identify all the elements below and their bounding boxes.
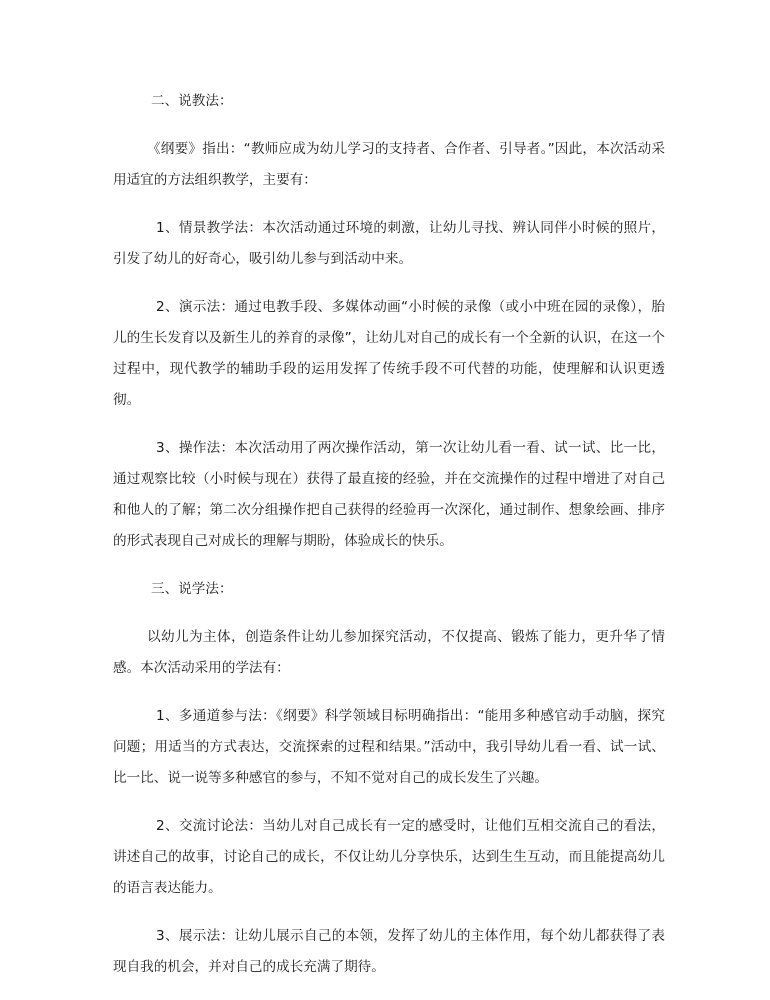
paragraph-method-demonstration: 2、演示法：通过电教手段、多媒体动画“小时候的录像（或小中班在园的录像），胎儿的生长发育以及新生儿的养育的录像”，让幼儿对自己的成长有一个全新的认识，在这一个过程中，现代教学的辅助手段的运用发挥了传统手段不可代替的功能，使理解和认识更透彻。 [113,299,665,408]
document-body [113,86,665,1000]
paragraph-learning-showcase: 3、展示法：让幼儿展示自己的本领，发挥了幼儿的主体作用，每个幼儿都获得了表现自我的机会，并对自己的成长充满了期待。 [113,928,665,975]
section-heading-learning-methods: 三、说学法： [151,581,233,597]
paragraph-learning-intro: 以幼儿为主体，创造条件让幼儿参加探究活动，不仅提高、锻炼了能力，更升华了情感。本次活动采用的学法有： [113,629,665,676]
paragraph-teaching-intro: 《纲要》指出：“教师应成为幼儿学习的支持者、合作者、引导者。”因此，本次活动采用适宜的方法组织教学，主要有： [113,141,665,188]
paragraph-learning-discussion: 2、交流讨论法：当幼儿对自己成长有一定的感受时，让他们互相交流自己的看法，讲述自己的故事，讨论自己的成长，不仅让幼儿分享快乐，达到生生互动，而且能提高幼儿的语言表达能力。 [113,818,665,896]
section-heading-teaching-methods: 二、说教法： [151,93,233,109]
paragraph-method-scenario: 1、情景教学法：本次活动通过环境的刺激，让幼儿寻找、辨认同伴小时候的照片，引发了幼儿的好奇心，吸引幼儿参与到活动中来。 [113,220,665,267]
paragraph-method-operation: 3、操作法：本次活动用了两次操作活动，第一次让幼儿看一看、试一试、比一比，通过观察比较（小时候与现在）获得了最直接的经验，并在交流操作的过程中增进了对自己和他人的了解；第二次分组操作把自己获得的经验再一次深化，通过制作、想象绘画、排序的形式表现自己对成长的理解与期盼，体验成长的快乐。 [113,440,665,549]
paragraph-learning-multichannel: 1、多通道参与法：《纲要》科学领域目标明确指出：“能用多种感官动手动脑，探究问题；用适当的方式表达，交流探索的过程和结果。”活动中，我引导幼儿看一看、试一试、比一比、说一说等多种感官的参与，不知不觉对自己的成长发生了兴趣。 [113,708,665,786]
